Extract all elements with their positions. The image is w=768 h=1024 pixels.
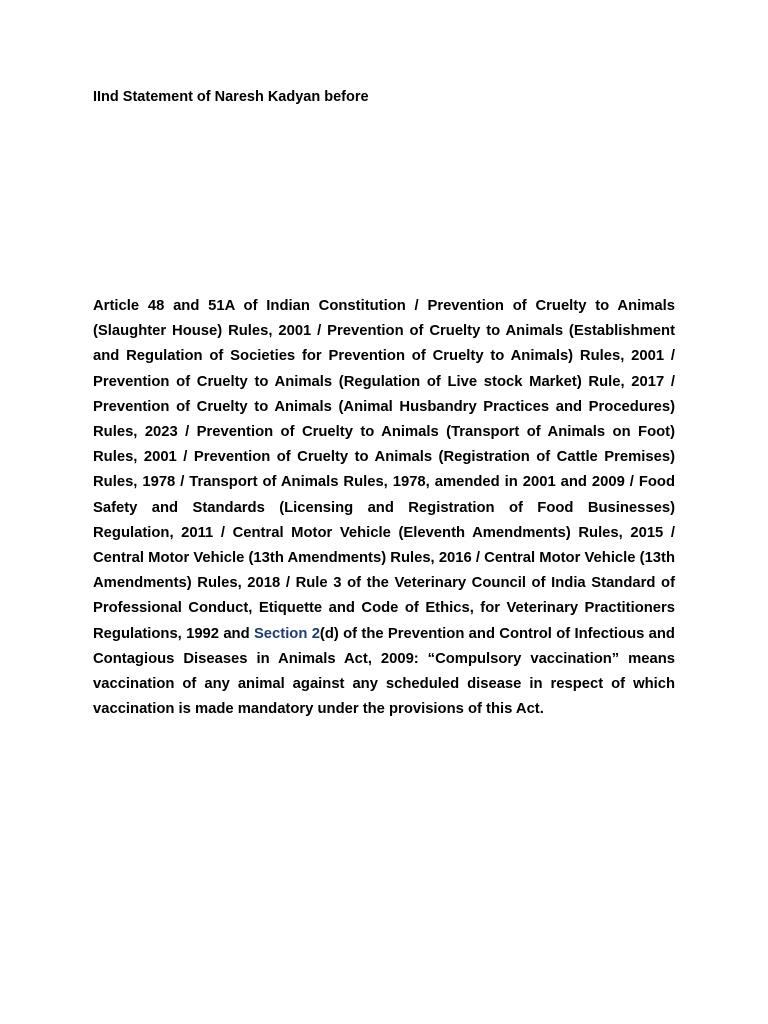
document-body xyxy=(93,294,675,722)
body-text-before-link: Article 48 and 51A of Indian Constitution / Prevention of Cruelty to Animals (Slaughter House) Rules, 2001 / Prevention of Cruelty to Animals (Establishment and Regulation of Societies for Prevention of Cruelty to Animals) Rules, 2001 / Prevention of Cruelty to Animals (Regulation of Live stock Market) Rule, 2017 / Prevention of Cruelty to Animals (Animal Husbandry Practices and Procedures) Rules, 2023 / Prevention of Cruelty to Animals (Transport of Animals on Foot) Rules, 2001 / Prevention of Cruelty to Animals (Registration of Cattle Premises) Rules, 1978 / Transport of Animals Rules, 1978, amended in 2001 and 2009 / Food Safety and Standards (Licensing and Registration of Food Businesses) Regulation, 2011 / Central Motor Vehicle (Eleventh Amendments) Rules, 2015 / Central Motor Vehicle (13th Amendments) Rules, 2016 / Central Motor Vehicle (13th Amendments) Rules, 2018 / Rule 3 of the Veterinary Council of India Standard of Professional Conduct, Etiquette and Code of Ethics, for Veterinary Practitioners Regulations, 1992 and xyxy=(93,298,675,642)
body-text-after-link: (d) of the Prevention and Control of Infectious and Contagious Diseases in Animals Act, 2009: “Compulsory vaccination” means vaccination of any animal against any scheduled disease in respect of which vaccination is made mandatory under the provisions of this Act. xyxy=(93,625,675,718)
section-link[interactable]: Section 2 xyxy=(253,625,320,642)
document-title: IInd Statement of Naresh Kadyan before xyxy=(93,89,369,105)
